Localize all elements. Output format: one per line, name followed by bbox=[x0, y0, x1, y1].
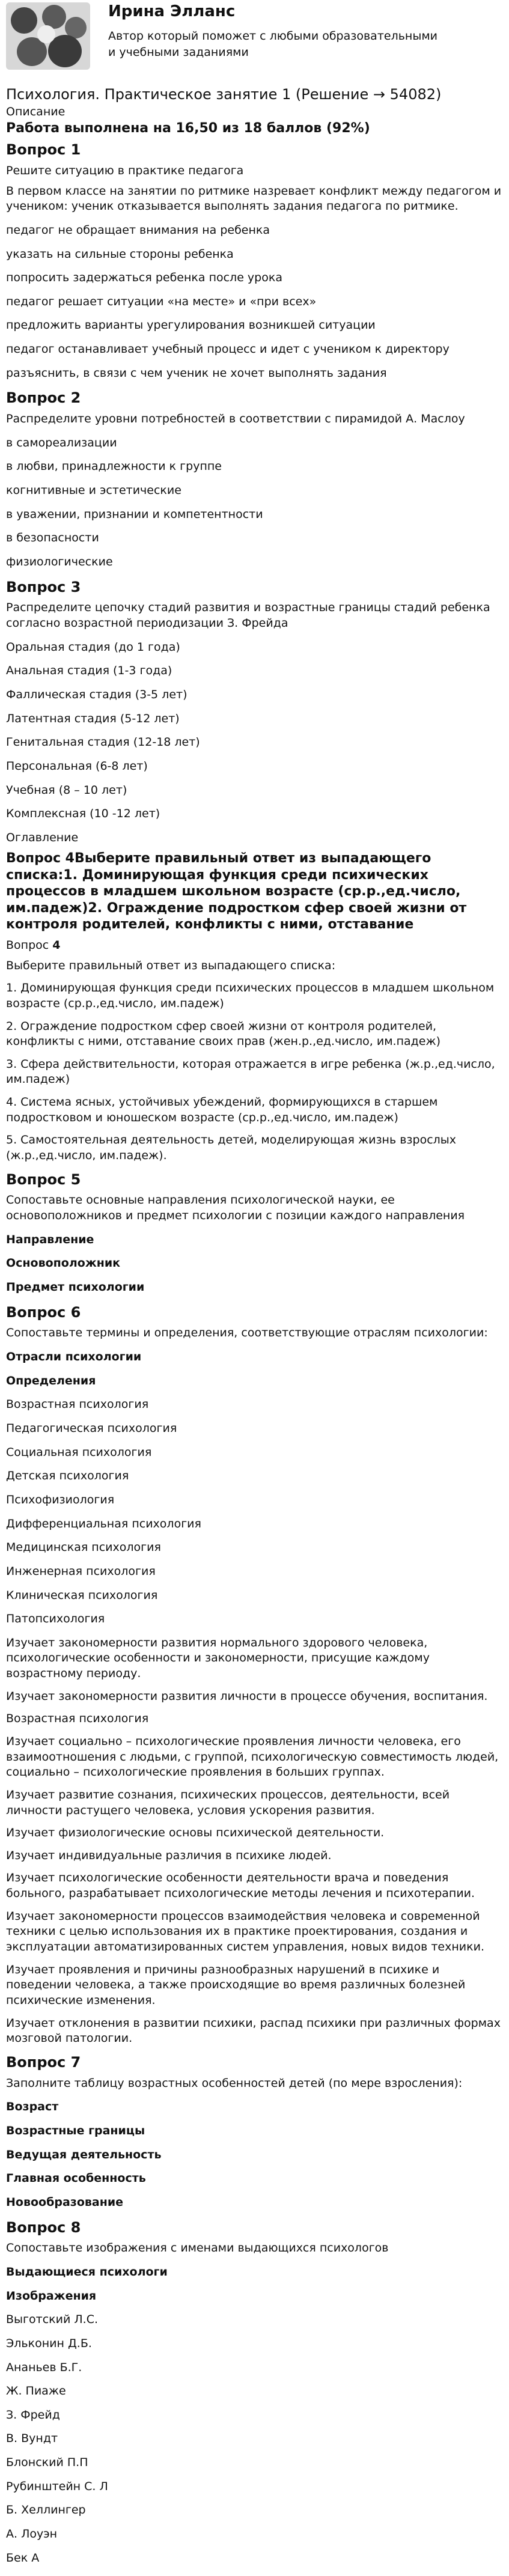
q6-column-header: Определения bbox=[6, 1374, 96, 1387]
q6-definition[interactable]: Изучает психологические особенности деятельности врача и поведения больного, разрабатывает психологические методы лечения и психотерапии. bbox=[6, 1871, 475, 1901]
question-1-text: В первом классе на занятии по ритмике назревает конфликт между педагогом и учеником: ученик отказывается выполнять задания педагога по ритмике. bbox=[6, 184, 502, 213]
q7-column-header: Новообразование bbox=[6, 2195, 124, 2209]
q8-psychologist-name[interactable]: Б. Хеллингер bbox=[6, 2503, 86, 2517]
question-8-heading: Вопрос 8 bbox=[6, 2218, 81, 2236]
q6-branch[interactable]: Психофизиология bbox=[6, 1493, 115, 1506]
q3-option[interactable]: Комплексная (10 -12 лет) bbox=[6, 807, 160, 821]
question-4-prompt: Выберите правильный ответ из выпадающего списка: bbox=[6, 958, 336, 972]
q1-option[interactable]: педагог решает ситуации «на месте» и «при всех» bbox=[6, 294, 317, 308]
question-5-prompt: Сопоставьте основные направления психологической науки, ее основоположников и предмет психологии с позиции каждого направления bbox=[6, 1193, 465, 1223]
q6-definitions bbox=[6, 1636, 503, 2047]
author-name[interactable]: Ирина Элланс bbox=[108, 2, 236, 20]
q7-column-header: Ведущая деятельность bbox=[6, 2148, 162, 2161]
q2-option[interactable]: в уважении, признании и компетентности bbox=[6, 507, 263, 521]
question-2-prompt: Распределите уровни потребностей в соответствии с пирамидой А. Маслоу bbox=[6, 412, 465, 426]
q6-branch[interactable]: Социальная психология bbox=[6, 1445, 152, 1459]
q1-option[interactable]: указать на сильные стороны ребенка bbox=[6, 247, 234, 261]
q8-psychologist-name[interactable]: Эльконин Д.Б. bbox=[6, 2336, 92, 2350]
q1-option[interactable]: предложить варианты урегулирования возникшей ситуации bbox=[6, 318, 376, 332]
q8-psychologist-name[interactable]: Ж. Пиаже bbox=[6, 2384, 66, 2398]
q5-column-header: Основоположник bbox=[6, 1256, 121, 1270]
q4-item[interactable]: 5. Самостоятельная деятельность детей, моделирующая жизнь взрослых (ж.р.,ед.число, им.падеж). bbox=[6, 1133, 457, 1163]
q6-definition[interactable]: Возрастная психология bbox=[6, 1712, 149, 1726]
question-7-heading: Вопрос 7 bbox=[6, 2053, 81, 2071]
question-3-options bbox=[6, 640, 503, 822]
q6-definition[interactable]: Изучает отклонения в развитии психики, распад психики при различных формах мозговой патологии. bbox=[6, 2016, 501, 2045]
question-3-heading: Вопрос 3 bbox=[6, 578, 81, 595]
q7-column-header: Главная особенность bbox=[6, 2172, 146, 2185]
question-4-label-prefix: Вопрос bbox=[6, 938, 53, 952]
q6-definition[interactable]: Изучает закономерности развития личности в процессе обучения, воспитания. bbox=[6, 1689, 488, 1703]
q6-definition[interactable]: Изучает закономерности процессов взаимодействия человека и современной техники с целью использования их в практике проектирования, создания и эксплуатации автоматизированных систем управления, новых видов техники. bbox=[6, 1909, 484, 1954]
q1-option[interactable]: педагог останавливает учебный процесс и идет с учеником к директору bbox=[6, 343, 450, 356]
author-header bbox=[6, 0, 503, 72]
description-label: Описание bbox=[6, 105, 66, 118]
question-2-heading: Вопрос 2 bbox=[6, 389, 81, 407]
q5-column-header: Направление bbox=[6, 1232, 94, 1246]
q3-option[interactable]: Латентная стадия (5-12 лет) bbox=[6, 711, 180, 725]
question-4-label bbox=[6, 938, 503, 954]
result-score: Работа выполнена на 16,50 из 18 баллов (92%) bbox=[6, 120, 370, 136]
q2-option[interactable]: в любви, принадлежности к группе bbox=[6, 460, 222, 473]
q6-branch[interactable]: Детская психология bbox=[6, 1469, 129, 1483]
q6-definition[interactable]: Изучает физиологические основы психической деятельности. bbox=[6, 1826, 385, 1840]
q3-option[interactable]: Оральная стадия (до 1 года) bbox=[6, 640, 180, 654]
question-2-options bbox=[6, 436, 503, 570]
q8-psychologist-name[interactable]: Рубинштейн С. Л bbox=[6, 2479, 108, 2493]
question-1-options bbox=[6, 223, 503, 381]
q2-option[interactable]: физиологические bbox=[6, 555, 113, 568]
q6-branch[interactable]: Медицинская психология bbox=[6, 1541, 161, 1554]
question-6-heading: Вопрос 6 bbox=[6, 1303, 81, 1321]
q4-item[interactable]: 4. Система ясных, устойчивых убеждений, формирующихся в старшем подростковом и юношеском возрасте (ср.р.,ед.число, им.падеж) bbox=[6, 1095, 438, 1124]
q6-branch[interactable]: Педагогическая психология bbox=[6, 1422, 177, 1436]
q8-psychologist-name[interactable]: Блонский П.П bbox=[6, 2456, 88, 2470]
q8-psychologist-name[interactable]: Выготский Л.С. bbox=[6, 2313, 99, 2327]
q1-option[interactable]: разъяснить, в связи с чем ученик не хочет выполнять задания bbox=[6, 366, 387, 380]
q6-definition[interactable]: Изучает социально – психологические проявления личности человека, его взаимоотношения с людьми, с группой, психологическую совместимость людей, социально – психологические проявления в больших группах. bbox=[6, 1734, 499, 1779]
q3-option[interactable]: Анальная стадия (1-3 года) bbox=[6, 664, 172, 678]
author-description: Автор который поможет с любыми образовательными и учебными заданиями bbox=[108, 29, 438, 59]
q4-item[interactable]: 1. Доминирующая функция среди психических процессов в младшем школьном возрасте (ср.р.,ед.число, им.падеж) bbox=[6, 981, 495, 1010]
q3-option[interactable]: Фаллическая стадия (3-5 лет) bbox=[6, 687, 187, 701]
q6-branch[interactable]: Клиническая психология bbox=[6, 1588, 158, 1602]
q8-psychologist-name[interactable]: А. Лоуэн bbox=[6, 2527, 58, 2541]
q8-names bbox=[6, 2312, 503, 2566]
author-info bbox=[108, 2, 445, 60]
question-4-heading: Вопрос 4Выберите правильный ответ из выпадающего списка:1. Доминирующая функция среди психических процессов в младшем школьном возрасте (ср.р.,ед.число, им.падеж)2. Ограждение подростком сфер своей жизни от контроля родителей, конфликты с ними, отставание bbox=[6, 851, 467, 933]
q3-option[interactable]: Персональная (6-8 лет) bbox=[6, 759, 148, 773]
q6-definition[interactable]: Изучает индивидуальные различия в психике людей. bbox=[6, 1848, 332, 1862]
q8-column-header: Изображения bbox=[6, 2289, 97, 2303]
page-title: Психология. Практическое занятие 1 (Решение → 54082) bbox=[6, 86, 442, 103]
q5-column-header: Предмет психологии bbox=[6, 1280, 145, 1294]
q2-option[interactable]: в безопасности bbox=[6, 531, 99, 545]
q8-psychologist-name[interactable]: Бек А bbox=[6, 2551, 40, 2565]
q8-psychologist-name[interactable]: В. Вундт bbox=[6, 2432, 58, 2446]
question-5-heading: Вопрос 5 bbox=[6, 1171, 81, 1188]
question-4-label-number: 4 bbox=[52, 938, 61, 952]
question-4-options bbox=[6, 981, 503, 1163]
q6-branch[interactable]: Возрастная психология bbox=[6, 1398, 149, 1411]
toc-label: Оглавление bbox=[6, 830, 79, 844]
q8-psychologist-name[interactable]: Ананьев Б.Г. bbox=[6, 2360, 82, 2374]
q6-definition[interactable]: Изучает развитие сознания, психических процессов, деятельности, всей личности растущего человека, условия ускорения развития. bbox=[6, 1788, 450, 1817]
question-3-prompt: Распределите цепочку стадий развития и возрастные границы стадий ребенка согласно возрастной периодизации З. Фрейда bbox=[6, 601, 490, 630]
q6-definition[interactable]: Изучает закономерности развития нормального здорового человека, психологические особенности и закономерности, присущие каждому возрастному периоду. bbox=[6, 1636, 430, 1681]
q7-column-header: Возраст bbox=[6, 2100, 59, 2114]
q3-option[interactable]: Генитальная стадия (12-18 лет) bbox=[6, 735, 200, 749]
avatar[interactable] bbox=[6, 2, 90, 70]
q4-item[interactable]: 2. Ограждение подростком сфер своей жизни от контроля родителей, конфликты с ними, отставание своих прав (жен.р.,ед.число, им.падеж) bbox=[6, 1019, 441, 1049]
q6-branch[interactable]: Дифференциальная психология bbox=[6, 1517, 201, 1530]
q1-option[interactable]: попросить задержаться ребенка после урока bbox=[6, 271, 282, 285]
q2-option[interactable]: когнитивные и эстетические bbox=[6, 484, 181, 498]
question-1-prompt: Решите ситуацию в практике педагога bbox=[6, 163, 244, 177]
q6-column-header: Отрасли психологии bbox=[6, 1350, 142, 1364]
q2-option[interactable]: в самореализации bbox=[6, 436, 117, 449]
q6-branch[interactable]: Патопсихология bbox=[6, 1612, 105, 1626]
q8-psychologist-name[interactable]: З. Фрейд bbox=[6, 2408, 60, 2422]
question-8-prompt: Сопоставьте изображения с именами выдающихся психологов bbox=[6, 2241, 389, 2255]
question-7-prompt: Заполните таблицу возрастных особенностей детей (по мере взросления): bbox=[6, 2076, 463, 2090]
q6-branches bbox=[6, 1397, 503, 1627]
q7-column-header: Возрастные границы bbox=[6, 2124, 145, 2137]
question-6-prompt: Сопоставьте термины и определения, соответствующие отраслям психологии: bbox=[6, 1326, 488, 1340]
question-1-heading: Вопрос 1 bbox=[6, 141, 81, 159]
q6-definition[interactable]: Изучает проявления и причины разнообразных нарушений в психике и поведении человека, а также происходящие во время различных болезней психические изменения. bbox=[6, 1962, 466, 2007]
q1-option[interactable]: педагог не обращает внимания на ребенка bbox=[6, 223, 270, 237]
q6-branch[interactable]: Инженерная психология bbox=[6, 1564, 156, 1578]
q8-column-header: Выдающиеся психологи bbox=[6, 2265, 168, 2279]
q4-item[interactable]: 3. Сфера действительности, которая отражается в игре ребенка (ж.р.,ед.число, им.падеж) bbox=[6, 1057, 495, 1086]
q3-option[interactable]: Учебная (8 – 10 лет) bbox=[6, 783, 127, 797]
